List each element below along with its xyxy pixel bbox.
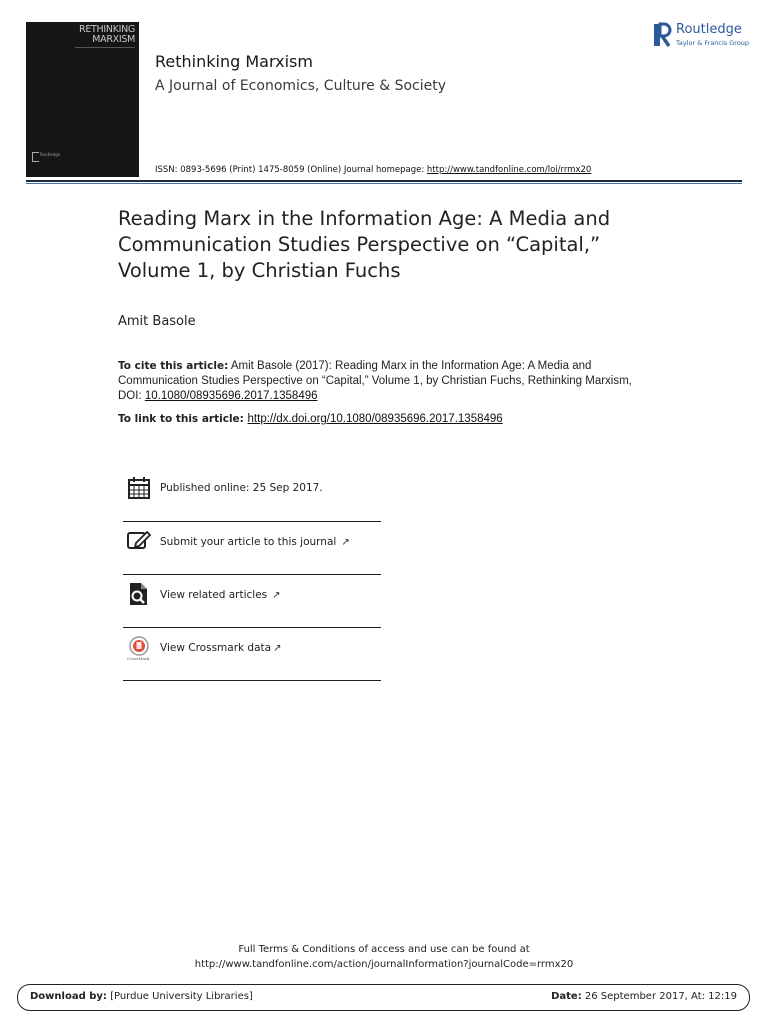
external-link-icon: ↗ [272, 590, 281, 601]
crossmark-item[interactable] [123, 628, 381, 681]
cite-text: Amit Basole (2017): Reading Marx in the Information Age: A Media and Communication Studies Perspective on “Capital,” Volume 1, by Christian Fuchs, Rethinking Marxism, DOI: [118, 360, 632, 402]
citation [118, 359, 638, 404]
cover-divider [75, 47, 135, 48]
publisher-name: Routledge [676, 22, 742, 37]
cite-label: To cite this article: [118, 360, 229, 372]
related-articles-item[interactable] [123, 575, 381, 628]
article-title: Reading Marx in the Information Age: A Media and Communication Studies Perspective on “Capital,” Volume 1, by Christian Fuchs [118, 207, 611, 282]
journal-subtitle: A Journal of Economics, Culture & Society [155, 78, 447, 94]
document-search-icon [127, 582, 151, 606]
publisher-logo [652, 21, 752, 51]
cover-title-line2: MARXISM [92, 34, 135, 45]
calendar-icon [127, 476, 151, 500]
cover-publisher-logo-icon [32, 152, 39, 162]
terms-notice [0, 942, 768, 972]
journal-cover [26, 22, 139, 177]
divider [123, 680, 381, 681]
download-info [30, 991, 253, 1002]
article-author: Amit Basole [118, 314, 196, 329]
edit-icon [127, 529, 151, 553]
issn-line [155, 165, 591, 175]
submit-article-text: Submit your article to this journal [160, 536, 337, 548]
publisher-tagline: Taylor & Francis Group [676, 39, 750, 47]
download-value: [Purdue University Libraries] [106, 991, 253, 1002]
cover-title [35, 25, 135, 45]
related-articles-label [160, 589, 281, 601]
download-label: Download by: [30, 991, 107, 1002]
terms-line1: Full Terms & Conditions of access and use can be found at [238, 944, 530, 955]
header-divider [26, 180, 742, 182]
article-url-link[interactable]: http://dx.doi.org/10.1080/08935696.2017.1358496 [247, 413, 503, 425]
journal-name: Rethinking Marxism [155, 52, 313, 71]
external-link-icon: ↗ [273, 643, 282, 654]
download-date [551, 991, 737, 1002]
article-link-line [118, 413, 503, 425]
crossmark-text: View Crossmark data [160, 642, 272, 654]
published-online-item [123, 475, 381, 522]
submit-article-item[interactable] [123, 522, 381, 575]
download-footer [17, 984, 750, 1011]
doi-link[interactable]: 10.1080/08935696.2017.1358496 [144, 390, 318, 402]
link-label: To link to this article: [118, 413, 248, 425]
terms-line2[interactable]: http://www.tandfonline.com/action/journalInformation?journalCode=rrmx20 [194, 959, 574, 970]
issn-text: ISSN: 0893-5696 (Print) 1475-8059 (Online) Journal homepage: [155, 165, 427, 175]
date-value: 26 September 2017, At: 12:19 [581, 991, 737, 1002]
date-label: Date: [551, 991, 582, 1002]
cover-publisher-mark: Routledge [40, 152, 61, 157]
journal-homepage-link[interactable]: http://www.tandfonline.com/loi/rrmx20 [426, 165, 592, 175]
crossmark-label [160, 642, 281, 654]
published-online-label: Published online: 25 Sep 2017. [160, 482, 323, 494]
cover-title-line1: RETHINKING [79, 24, 135, 35]
header-divider-accent [26, 183, 742, 184]
routledge-r-icon [652, 21, 672, 49]
related-articles-text: View related articles [160, 589, 268, 601]
crossmark-caption: CrossMark [127, 656, 150, 661]
external-link-icon: ↗ [341, 537, 350, 548]
submit-article-label [160, 536, 350, 548]
